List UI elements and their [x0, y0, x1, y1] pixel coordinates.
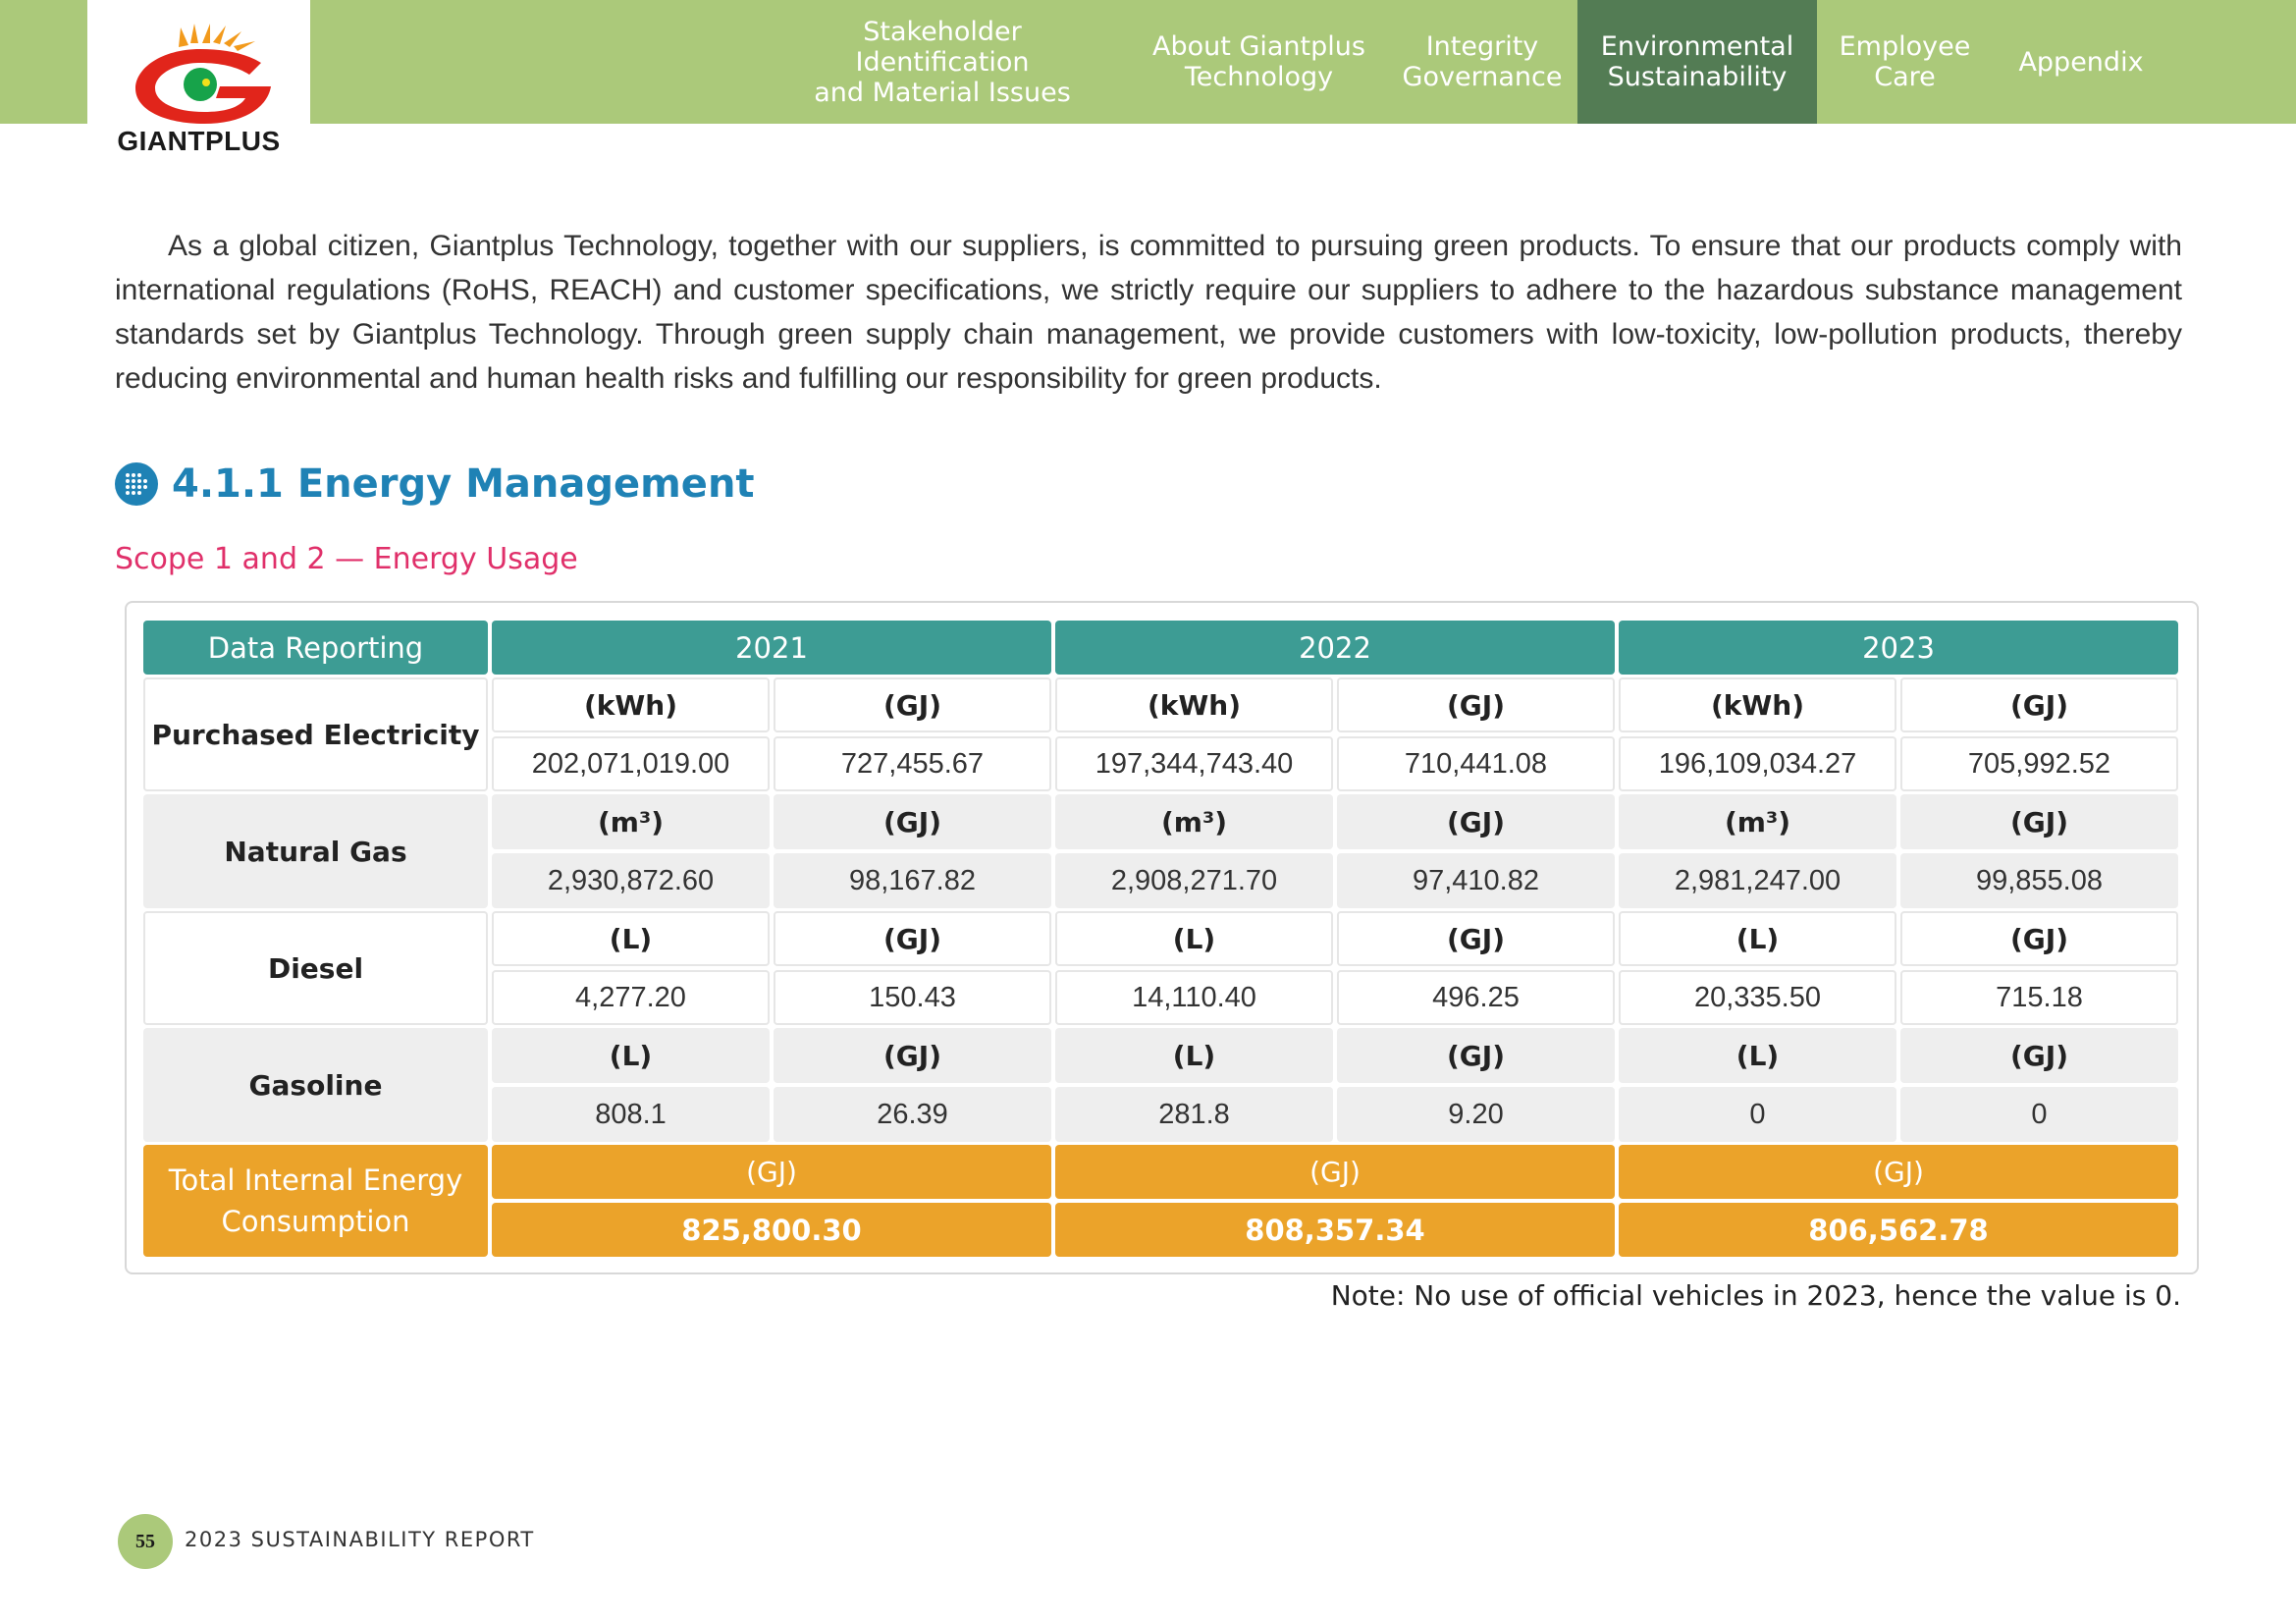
value-cell: 727,455.67	[774, 736, 1051, 791]
table-note: Note: No use of official vehicles in 2023, hence the value is 0.	[1330, 1279, 2181, 1312]
nav-label-line2: and Material Issues	[814, 77, 1071, 108]
row-label-total-energy	[143, 1145, 488, 1257]
value-cell: 196,109,034.27	[1619, 736, 1896, 791]
value-cell: 2,981,247.00	[1619, 853, 1896, 908]
unit-cell: (GJ)	[1900, 911, 2178, 966]
value-cell: 2,930,872.60	[492, 853, 770, 908]
total-value-2023: 806,562.78	[1619, 1203, 2178, 1257]
unit-cell: (L)	[1055, 911, 1333, 966]
nav-label-line2: Governance	[1402, 62, 1563, 92]
row-label-gasoline: Gasoline	[143, 1028, 488, 1142]
unit-cell: (GJ)	[774, 794, 1051, 849]
unit-cell: (GJ)	[1337, 1028, 1615, 1083]
intro-paragraph	[115, 224, 2182, 401]
table-subtitle: Scope 1 and 2 — Energy Usage	[115, 542, 578, 576]
section-heading	[115, 460, 755, 509]
row-label-diesel: Diesel	[143, 911, 488, 1025]
row-label-natural-gas: Natural Gas	[143, 794, 488, 908]
header-year-2021: 2021	[492, 621, 1051, 675]
value-cell: 98,167.82	[774, 853, 1051, 908]
nav-label-line2: Care	[1874, 62, 1936, 92]
nav-appendix[interactable]	[2002, 0, 2160, 124]
nav-label-line1: Stakeholder Identification	[855, 16, 1030, 78]
total-label-line2: Consumption	[221, 1205, 410, 1238]
header-data-reporting: Data Reporting	[143, 621, 488, 675]
unit-cell: (GJ)	[1900, 677, 2178, 732]
value-cell: 496.25	[1337, 970, 1615, 1025]
unit-cell: (m³)	[1619, 794, 1896, 849]
total-unit-2023: (GJ)	[1619, 1145, 2178, 1199]
unit-cell: (L)	[492, 1028, 770, 1083]
nav-label-line1: About Giantplus	[1152, 31, 1365, 62]
section-title: 4.1.1 Energy Management	[172, 461, 755, 507]
unit-cell: (GJ)	[1337, 911, 1615, 966]
unit-cell: (GJ)	[774, 677, 1051, 732]
unit-cell: (GJ)	[1337, 794, 1615, 849]
unit-cell: (kWh)	[492, 677, 770, 732]
value-cell: 97,410.82	[1337, 853, 1615, 908]
unit-cell: (L)	[1619, 1028, 1896, 1083]
row-label-purchased-electricity: Purchased Electricity	[143, 677, 488, 791]
nav-stakeholder-identification[interactable]	[780, 0, 1104, 124]
value-cell: 20,335.50	[1619, 970, 1896, 1025]
value-cell: 715.18	[1900, 970, 2178, 1025]
nav-label-line2: Sustainability	[1607, 62, 1788, 92]
value-cell: 202,071,019.00	[492, 736, 770, 791]
unit-cell: (L)	[1055, 1028, 1333, 1083]
grid-dots-icon	[115, 462, 158, 506]
header-year-2023: 2023	[1619, 621, 2178, 675]
value-cell: 281.8	[1055, 1087, 1333, 1142]
value-cell: 2,908,271.70	[1055, 853, 1333, 908]
value-cell: 705,992.52	[1900, 736, 2178, 791]
value-cell: 710,441.08	[1337, 736, 1615, 791]
nav-label-line1: Employee	[1839, 31, 1971, 62]
unit-cell: (GJ)	[774, 911, 1051, 966]
unit-cell: (GJ)	[1900, 794, 2178, 849]
intro-text: As a global citizen, Giantplus Technology, together with our suppliers, is committed to pursuing green products. To ensure that our products comply with international regulations (RoHS, REACH) and customer specifications, we strictly require our suppliers to adhere to the hazardous substance management standards set by Giantplus Technology. Through green supply chain management, we provide customers with low-toxicity, low-pollution products, thereby reducing environmental and human health risks and fulfilling our responsibility for green products.	[115, 230, 2182, 395]
value-cell: 0	[1619, 1087, 1896, 1142]
unit-cell: (m³)	[492, 794, 770, 849]
nav-employee-care[interactable]	[1834, 0, 1976, 124]
total-unit-2021: (GJ)	[492, 1145, 1051, 1199]
total-value-2021: 825,800.30	[492, 1203, 1051, 1257]
unit-cell: (m³)	[1055, 794, 1333, 849]
value-cell: 4,277.20	[492, 970, 770, 1025]
total-unit-2022: (GJ)	[1055, 1145, 1615, 1199]
value-cell: 808.1	[492, 1087, 770, 1142]
unit-cell: (GJ)	[774, 1028, 1051, 1083]
nav-label-line2: Technology	[1184, 62, 1334, 92]
unit-cell: (kWh)	[1619, 677, 1896, 732]
unit-cell: (L)	[492, 911, 770, 966]
unit-cell: (L)	[1619, 911, 1896, 966]
page-number-badge: 55	[118, 1514, 173, 1569]
nav-integrity-governance[interactable]	[1399, 0, 1566, 124]
nav-label-line1: Integrity	[1425, 31, 1539, 62]
unit-cell: (GJ)	[1337, 677, 1615, 732]
value-cell: 150.43	[774, 970, 1051, 1025]
nav-about-giantplus[interactable]	[1148, 0, 1369, 124]
top-navigation	[0, 0, 2296, 124]
value-cell: 99,855.08	[1900, 853, 2178, 908]
value-cell: 14,110.40	[1055, 970, 1333, 1025]
value-cell: 9.20	[1337, 1087, 1615, 1142]
brand-name: GIANTPLUS	[117, 126, 281, 156]
nav-label-line1: Environmental	[1600, 31, 1794, 62]
value-cell: 26.39	[774, 1087, 1051, 1142]
total-value-2022: 808,357.34	[1055, 1203, 1615, 1257]
value-cell: 0	[1900, 1087, 2178, 1142]
report-title: 2023 SUSTAINABILITY REPORT	[185, 1528, 535, 1551]
nav-environmental-sustainability[interactable]	[1577, 0, 1817, 124]
total-label-line1: Total Internal Energy	[168, 1163, 463, 1197]
value-cell: 197,344,743.40	[1055, 736, 1333, 791]
nav-label-line1: Appendix	[2018, 46, 2144, 78]
header-year-2022: 2022	[1055, 621, 1615, 675]
unit-cell: (kWh)	[1055, 677, 1333, 732]
unit-cell: (GJ)	[1900, 1028, 2178, 1083]
